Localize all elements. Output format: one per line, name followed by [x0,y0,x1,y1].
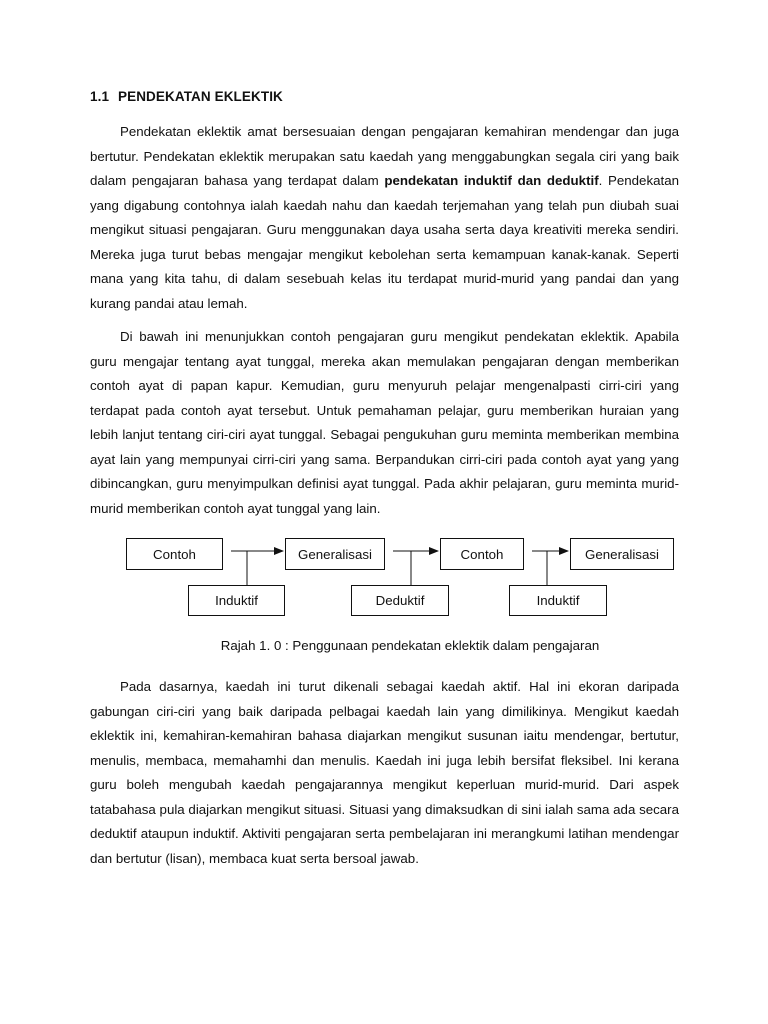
paragraph-2: Di bawah ini menunjukkan contoh pengajaran guru mengikut pendekatan eklektik. Apabila guru mengajar tentang ayat tunggal, mereka akan memulakan pengajaran dengan memberikan contoh ayat di papan kapur. Kemudian, guru menyuruh pelajar mengenalpasti cirri-ciri yang terdapat pada contoh ayat tersebut. Untuk pemahaman pelajar, guru memberikan huraian yang lebih lanjut tentang ciri-ciri ayat tunggal. Sebagai pengukuhan guru meminta memberikan membina ayat lain yang mempunyai cirri-ciri yang sama. Berpandukan cirri-ciri pada contoh ayat yang yang dibincangkan, guru menyimpulkan definisi ayat tunggal. Pada akhir pelajaran, guru meminta murid-murid memberikan contoh ayat tunggal yang lain. [90,329,679,516]
paragraph-1 [90,120,679,316]
paragraph-1-text-b: . Pendekatan yang digabung contohnya ialah kaedah nahu dan kaedah terjemahan yang telah pun diubah suai mengikut situasi pengajaran. Guru menggunakan daya usaha serta daya kreativiti mereka sendiri. Mereka juga turut bebas mengajar mengikut kebolehan serta kemampuan kanak-kanak. Seperti mana yang kita tahu, di dalam sesebuah kelas itu terdapat murid-murid yang pandai dan yang kurang pandai atau lemah. [90,173,679,311]
diagram-box-contoh-1: Contoh [126,538,223,570]
paragraph-1-bold-text: pendekatan induktif dan deduktif [384,173,599,188]
diagram-box-generalisasi-1: Generalisasi [285,538,385,570]
section-title: PENDEKATAN EKLEKTIK [118,89,283,104]
diagram-box-induktif-2: Induktif [509,585,607,616]
section-heading [90,89,283,104]
diagram-box-deduktif: Deduktif [351,585,449,616]
paragraph-3: Pada dasarnya, kaedah ini turut dikenali sebagai kaedah aktif. Hal ini ekoran daripada gabungan ciri-ciri yang baik daripada pelbagai kaedah lain yang dimilikinya. Mengikut kaedah eklektik ini, kemahiran-kemahiran bahasa diajarkan mengikut susunan iaitu mendengar, bertutur, menulis, membaca, memahamhi dan menulis. Kaedah ini juga lebih bersifat fleksibel. Ini kerana guru boleh mengubah kaedah pengajarannya mengikut keperluan murid-murid. Dari aspek tatabahasa pula diajarkan mengikut situasi. Situasi yang dimaksudkan di sini ialah sama ada secara deduktif ataupun induktif. Aktiviti pengajaran serta pembelajaran ini merangkumi latihan mendengar dan bertutur (lisan), membaca kuat serta bersoal jawab. [90,679,679,866]
figure-caption: Rajah 1. 0 : Penggunaan pendekatan eklektik dalam pengajaran [220,638,600,653]
diagram-box-induktif-1: Induktif [188,585,285,616]
diagram-box-generalisasi-2: Generalisasi [570,538,674,570]
diagram-box-contoh-2: Contoh [440,538,524,570]
section-number: 1.1 [90,89,110,104]
paragraph-1-text-a: Pendekatan eklektik amat bersesuaian dengan pengajaran kemahiran mendengar dan juga bertutur. Pendekatan eklektik merupakan satu kaedah yang menggabungkan segala ciri yang baik dalam pengajaran bahasa yang terdapat dalam [90,124,679,188]
